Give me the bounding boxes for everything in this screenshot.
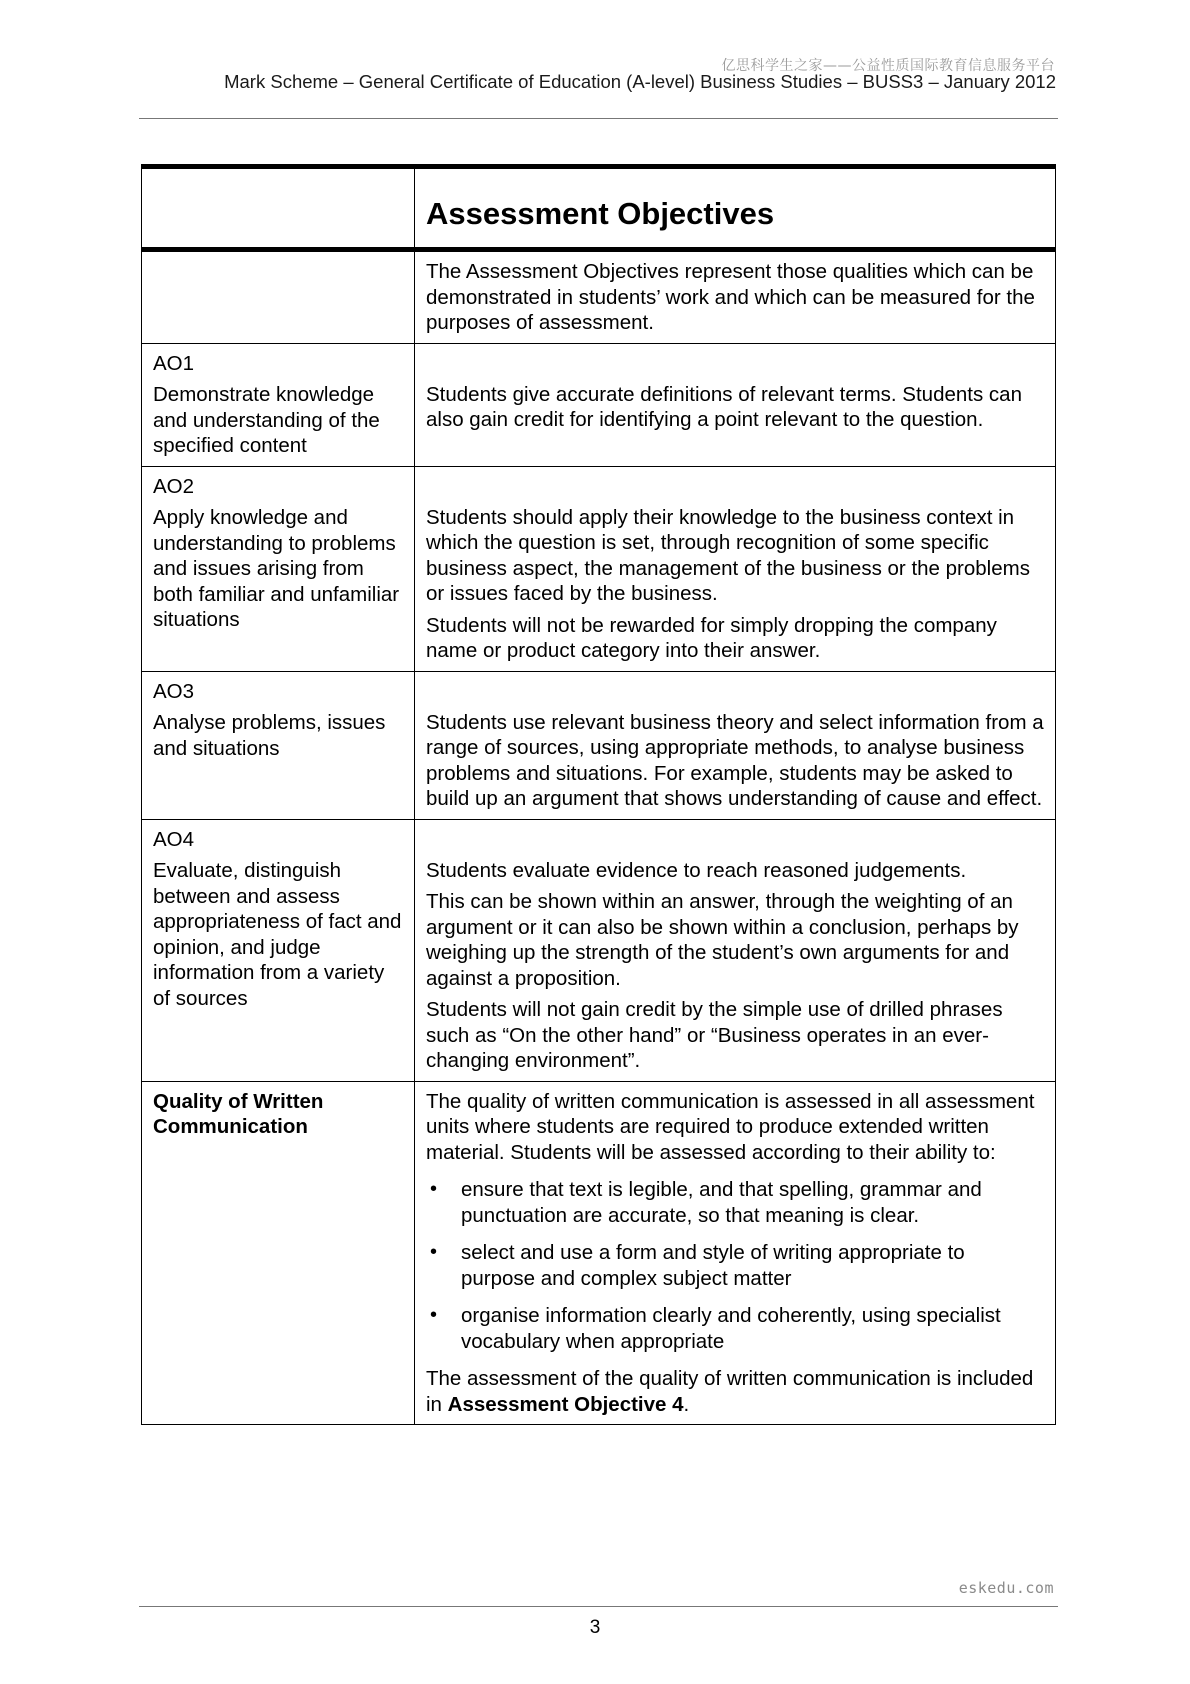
table-row [142,343,1056,466]
qwc-closing [426,1366,1044,1417]
guidance-paragraph: Students will not gain credit by the simple use of drilled phrases such as “On the other hand” or “Business operates in an ever-changing environment”. [426,998,1003,1072]
objective-description: Demonstrate knowledge and understanding of the specified content [153,383,380,457]
objective-code: AO2 [153,474,195,498]
table-row [142,819,1056,1081]
guidance-paragraph: Students should apply their knowledge to the business context in which the question is set, through recognition of some specific business aspect, the management of the business or the problems or issues faced by the business. [426,505,1030,605]
qwc-bullet-list [426,1177,1044,1354]
guidance-cell [415,343,1056,466]
table-header-row [142,167,1056,250]
table-row [142,466,1056,671]
header-divider [139,118,1058,119]
guidance-cell [415,671,1056,819]
objective-code: AO3 [153,679,195,703]
objective-description: Evaluate, distinguish between and assess appropriateness of fact and opinion, and judge information from a variety of sources [153,859,402,1010]
table-heading: Assessment Objectives [426,196,775,231]
assessment-objectives-table [141,164,1056,1425]
intro-text: The Assessment Objectives represent those qualities which can be demonstrated in students’ work and which can be measured for the purposes of assessment. [426,260,1035,334]
objective-cell [142,343,415,466]
qwc-intro: The quality of written communication is assessed in all assessment units where students are required to produce extended written material. Students will be assessed according to their ability to: [426,1089,1035,1164]
guidance-paragraph: Students give accurate definitions of relevant terms. Students can also gain credit for identifying a point relevant to the question. [426,382,1022,431]
intro-empty-cell [142,250,415,344]
bullet-icon: • [430,1304,438,1326]
list-item [426,1303,1044,1354]
guidance-paragraph: This can be shown within an answer, through the weighting of an argument or it can also be shown within a conclusion, perhaps by weighing up the strength of the student’s own arguments for and against a proposition. [426,890,1019,990]
objective-description: Analyse problems, issues and situations [153,711,386,760]
header-title-cell [415,167,1056,250]
qwc-closing-bold: Assessment Objective 4 [447,1392,684,1416]
header-watermark: 亿思科学生之家——公益性质国际教育信息服务平台 [721,58,1055,74]
guidance-paragraph: Students evaluate evidence to reach reasoned judgements. [426,858,967,882]
header-empty-cell [142,167,415,250]
bullet-text: organise information clearly and coherently, using specialist vocabulary when appropriate [461,1304,1001,1353]
qwc-label: Quality of Written Communication [153,1089,324,1138]
qwc-closing-prefix: The assessment of the quality of written communication is included in [426,1367,1034,1416]
header-title: Mark Scheme – General Certificate of Education (A-level) Business Studies – BUSS3 – January 2012 [224,71,1056,92]
qwc-closing-suffix: . [683,1392,690,1416]
bullet-text: select and use a form and style of writing appropriate to purpose and complex subject matter [461,1241,965,1290]
intro-row [142,250,1056,344]
guidance-paragraph: Students will not be rewarded for simply dropping the company name or product category into their answer. [426,613,997,662]
guidance-cell [415,466,1056,671]
list-item [426,1177,1044,1228]
footer-watermark: eskedu.com [958,1579,1054,1597]
bullet-icon: • [430,1178,438,1200]
objective-cell [142,671,415,819]
objective-cell [142,466,415,671]
list-item [426,1240,1044,1291]
intro-cell [415,250,1056,344]
objective-code: AO1 [153,351,195,375]
objective-cell [142,819,415,1081]
table-row [142,671,1056,819]
bullet-text: ensure that text is legible, and that spelling, grammar and punctuation are accurate, so that meaning is clear. [461,1178,982,1227]
guidance-cell [415,819,1056,1081]
qwc-label-cell [142,1081,415,1425]
qwc-content-cell [415,1081,1056,1425]
guidance-paragraph: Students use relevant business theory and select information from a range of sources, using appropriate methods, to analyse business problems and situations. For example, students may be asked to build up an argument that shows understanding of cause and effect. [426,710,1044,810]
bullet-icon: • [430,1241,438,1263]
page-number: 3 [589,1617,601,1638]
objective-code: AO4 [153,827,195,851]
objective-description: Apply knowledge and understanding to problems and issues arising from both familiar and unfamiliar situations [153,506,400,631]
qwc-row [142,1081,1056,1425]
footer-divider [139,1606,1058,1607]
